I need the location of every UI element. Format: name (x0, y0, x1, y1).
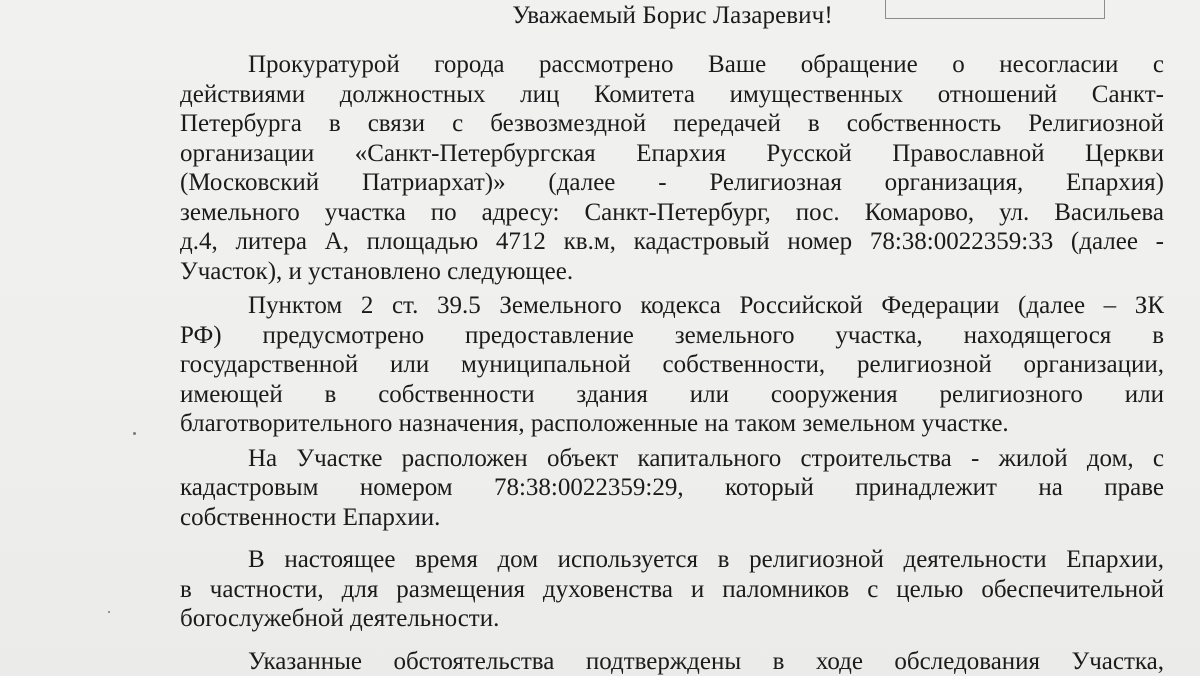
text-line: д.4, литера А, площадью 4712 кв.м, кадастровый номер 78:38:0022359:33 (далее - (180, 227, 1164, 257)
text-line: Участок), и установлено следующее. (180, 257, 1164, 287)
text-line: РФ) предусмотрено предоставление земельного участка, находящегося в (180, 321, 1164, 351)
text-line: имеющей в собственности здания или сооружения религиозного или (180, 380, 1164, 410)
text-line: организации «Санкт-Петербургская Епархия Русской Православной Церкви (180, 139, 1164, 169)
text-line: государственной или муниципальной собственности, религиозной организации, (180, 350, 1164, 380)
text-line: богослужебной деятельности. (180, 604, 1164, 634)
letter-body (180, 50, 1164, 676)
scan-speck (108, 611, 110, 613)
text-line: собственности Епархии. (180, 503, 1164, 533)
paragraph-building (180, 444, 1164, 533)
text-line: земельного участка по адресу: Санкт-Петербург, пос. Комарово, ул. Васильева (180, 198, 1164, 228)
text-line: Петербурга в связи с безвозмездной передачей в собственность Религиозной (180, 109, 1164, 139)
paragraph-confirmation (180, 647, 1164, 676)
text-line: (Московский Патриархат)» (далее - Религиозная организация, Епархия) (180, 168, 1164, 198)
text-line: благотворительного назначения, расположенные на таком земельном участке. (180, 409, 1164, 439)
text-line: На Участке расположен объект капитального строительства - жилой дом, с (180, 444, 1164, 474)
text-line: кадастровым номером 78:38:0022359:29, который принадлежит на праве (180, 473, 1164, 503)
text-line: Указанные обстоятельства подтверждены в ходе обследования Участка, (180, 647, 1164, 676)
paragraph-land-code (180, 291, 1164, 439)
paragraph-complaint (180, 50, 1164, 286)
text-line: в частности, для размещения духовенства и паломников с целью обеспечительной (180, 575, 1164, 605)
paragraph-current-use (180, 545, 1164, 634)
text-line: В настоящее время дом используется в религиозной деятельности Епархии, (180, 545, 1164, 575)
scan-speck (133, 432, 136, 435)
salutation: Уважаемый Борис Лазаревич! (0, 1, 1200, 31)
text-line: действиями должностных лиц Комитета имущественных отношений Санкт- (180, 80, 1164, 110)
text-line: Прокуратурой города рассмотрено Ваше обращение о несогласии с (180, 50, 1164, 80)
text-line: Пунктом 2 ст. 39.5 Земельного кодекса Российской Федерации (далее – ЗК (180, 291, 1164, 321)
